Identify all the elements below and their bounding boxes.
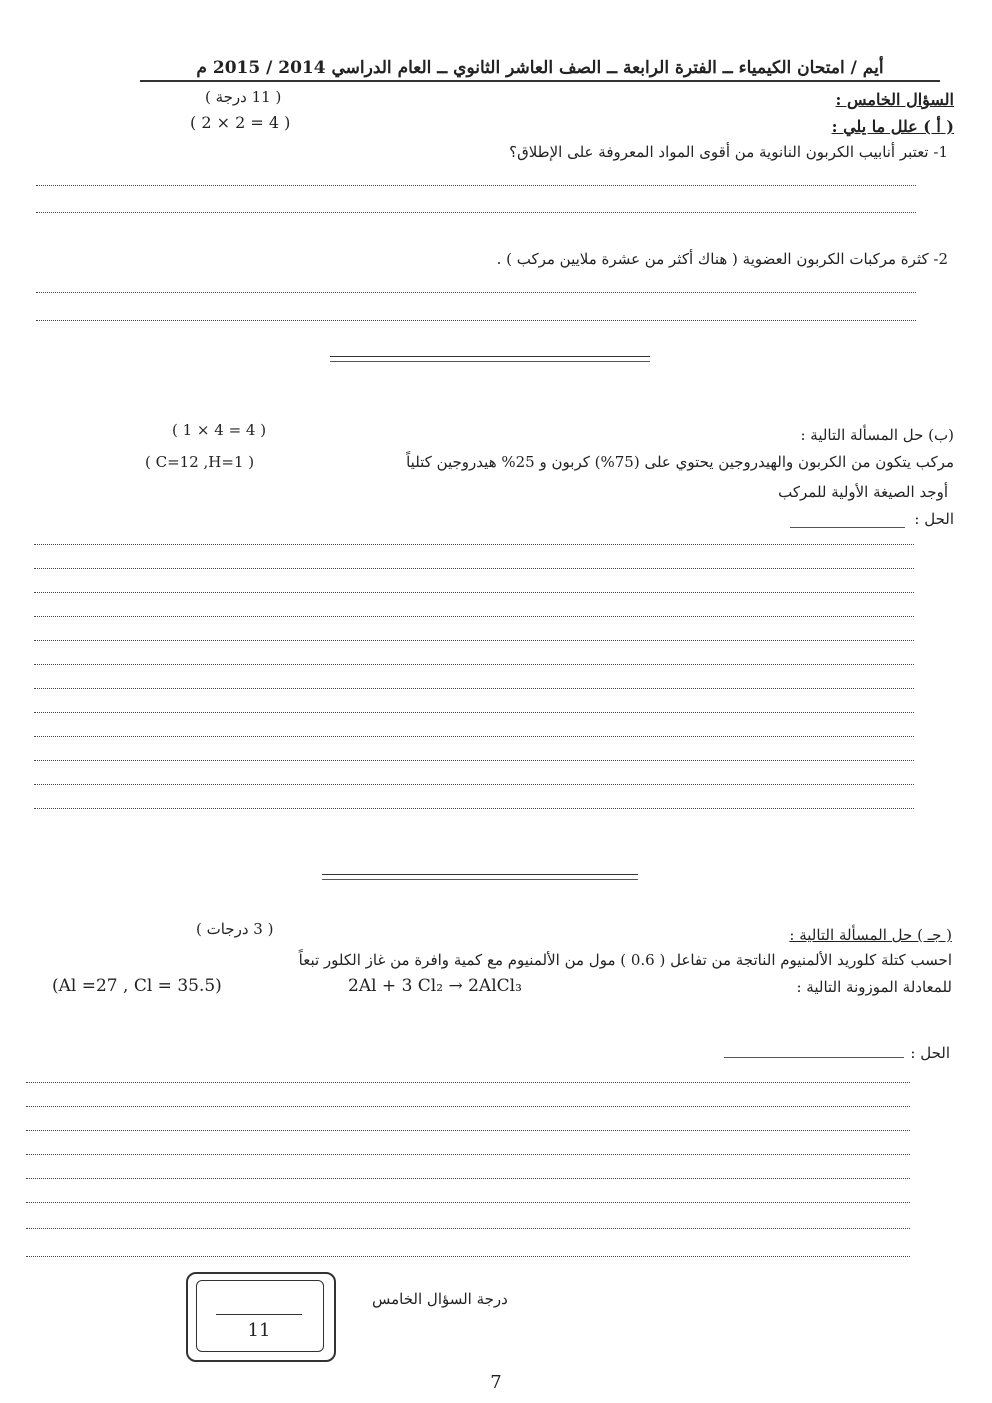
header-rule <box>140 80 940 82</box>
answer-line[interactable] <box>34 664 914 665</box>
exam-header: أيم / امتحان الكيمياء ــ الفترة الرابعة ــ الصف العاشر الثانوي ــ العام الدراسي 2014 / 2015 م <box>196 58 884 78</box>
score-out-of: 11 <box>247 1320 271 1341</box>
part-b-marks: ( 1 × 4 = 4 ) <box>172 421 267 439</box>
part-c-marks: ( 3 درجات ) <box>196 920 274 938</box>
score-label: درجة السؤال الخامس <box>372 1290 508 1308</box>
solution-underline <box>724 1057 904 1058</box>
part-a-marks: ( 2 × 2 = 4 ) <box>190 113 291 132</box>
answer-line[interactable] <box>36 212 916 213</box>
answer-line[interactable] <box>26 1130 910 1131</box>
answer-line[interactable] <box>36 185 916 186</box>
page-number: 7 <box>490 1372 502 1393</box>
answer-line[interactable] <box>34 808 914 809</box>
answer-line[interactable] <box>26 1178 910 1179</box>
section-separator <box>322 874 638 875</box>
section-separator <box>322 879 638 880</box>
part-c-problem-line1: احسب كتلة كلوريد الألمنيوم الناتجة من تفاعل ( 0.6 ) مول من الألمنيوم مع كمية وافرة من غاز الكلور تبعاً <box>298 951 952 969</box>
answer-line[interactable] <box>34 592 914 593</box>
part-b-problem-line1: مركب يتكون من الكربون والهيدروجين يحتوي على (75%) كربون و 25% هيدروجين كتلياً <box>406 453 954 471</box>
answer-line[interactable] <box>34 616 914 617</box>
part-c-equation: 2Al + 3 Cl₂ → 2AlCl₃ <box>348 976 522 996</box>
answer-line[interactable] <box>26 1082 910 1083</box>
part-b-label: (ب) حل المسألة التالية : <box>800 426 954 444</box>
part-a-item-1: 1- تعتبر أنابيب الكربون النانوية من أقوى المواد المعروفة على الإطلاق؟ <box>509 143 948 161</box>
section-separator <box>330 356 650 357</box>
section-separator <box>330 361 650 362</box>
part-c-label: ( جـ ) حل المسألة التالية : <box>789 926 952 944</box>
score-input-line[interactable] <box>216 1314 302 1315</box>
answer-line[interactable] <box>26 1154 910 1155</box>
question-title: السؤال الخامس : <box>835 90 954 109</box>
part-b-solution-label: الحل : <box>914 510 954 528</box>
answer-line[interactable] <box>34 760 914 761</box>
answer-line[interactable] <box>34 640 914 641</box>
score-box-inner <box>196 1280 324 1352</box>
answer-line[interactable] <box>34 688 914 689</box>
part-c-constants: (Al =27 , Cl = 35.5) <box>52 976 222 996</box>
part-a-label: ( أ ) علل ما يلي : <box>831 117 954 136</box>
part-b-constants: ( C=12 ,H=1 ) <box>145 453 255 471</box>
answer-line[interactable] <box>34 736 914 737</box>
part-c-solution-label: الحل : <box>910 1044 950 1062</box>
answer-line[interactable] <box>36 320 916 321</box>
answer-line[interactable] <box>26 1202 910 1203</box>
answer-line[interactable] <box>34 544 914 545</box>
part-a-item-2: 2- كثرة مركبات الكربون العضوية ( هناك أكثر من عشرة ملايين مركب ) . <box>496 250 948 268</box>
solution-underline <box>790 527 905 528</box>
part-c-problem-line2: للمعادلة الموزونة التالية : <box>796 978 952 996</box>
answer-line[interactable] <box>26 1256 910 1257</box>
answer-line[interactable] <box>26 1106 910 1107</box>
answer-line[interactable] <box>36 292 916 293</box>
answer-line[interactable] <box>26 1228 910 1229</box>
answer-line[interactable] <box>34 712 914 713</box>
answer-line[interactable] <box>34 568 914 569</box>
answer-line[interactable] <box>34 784 914 785</box>
question-total-marks: ( 11 درجة ) <box>205 88 282 106</box>
part-b-problem-line2: أوجد الصيغة الأولية للمركب <box>778 483 948 501</box>
